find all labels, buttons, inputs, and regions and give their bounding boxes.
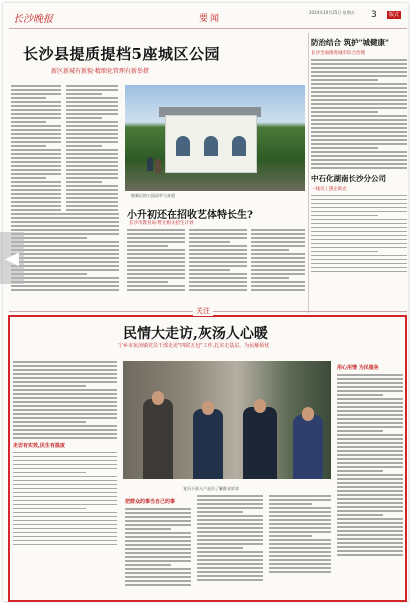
visit-photo-caption: 党员干部入户走访了解群众诉求 bbox=[183, 486, 239, 491]
masthead bbox=[9, 8, 407, 29]
right-headline-2: 中石化湖南长沙分公司 bbox=[311, 173, 386, 183]
editor-badge: 版式 bbox=[389, 12, 400, 18]
right-subhead-1: 长沙全面推进城市综合治理 bbox=[311, 51, 365, 56]
right-headline-1: 防治结合 筑护"城健康" bbox=[311, 38, 389, 47]
featured-column bbox=[197, 495, 263, 583]
featured-subhead: 宁乡市灰汤镇党员干部走访"四联五包"工作,扎实走基层、为民解烦忧 bbox=[118, 343, 270, 349]
article-column bbox=[251, 229, 305, 293]
issue-date: 2024年10月25日 星期五 bbox=[309, 10, 355, 15]
featured-lead bbox=[13, 361, 117, 548]
newspaper-page bbox=[3, 3, 408, 601]
newspaper-logo: 长沙晚报 bbox=[13, 14, 53, 25]
mid-headline: 小升初还在招收艺体特长生? bbox=[127, 210, 253, 221]
featured-column bbox=[337, 361, 403, 558]
featured-column bbox=[125, 495, 191, 588]
featured-col-head-1: 走访有实效,民生有温度 bbox=[13, 442, 65, 449]
visit-photo bbox=[123, 361, 331, 479]
right-column bbox=[311, 33, 407, 275]
article-column bbox=[66, 85, 118, 213]
featured-col-head-2: 把群众的事当自己的事 bbox=[125, 499, 176, 505]
featured-headline: 民情大走访,灰汤人心暖 bbox=[123, 326, 268, 342]
mid-subhead: 长沙市教育局:暂无相关招生计划 bbox=[129, 221, 194, 226]
article-column bbox=[11, 85, 61, 213]
top-subhead: 新区新城有新貌·精细化管理有新举措 bbox=[51, 68, 149, 75]
park-photo bbox=[125, 85, 305, 191]
article-column bbox=[189, 229, 247, 293]
featured-column bbox=[269, 495, 331, 575]
featured-col-head-3: 用心用情 为民服务 bbox=[337, 365, 379, 371]
previous-page-button[interactable] bbox=[0, 232, 24, 284]
article-column-lower bbox=[11, 213, 119, 293]
lower-section-label: 关注 bbox=[193, 306, 213, 316]
top-headline: 长沙县提质提档5座城区公园 bbox=[23, 45, 220, 63]
chevron-left-icon: ◀ bbox=[5, 247, 19, 269]
photo-caption: 焕新后的公园凉亭与步道 bbox=[131, 193, 175, 198]
page-number: 3 bbox=[371, 10, 377, 20]
right-subhead-2: 一线员工援企助企 bbox=[311, 186, 347, 192]
section-title: 要闻 bbox=[199, 14, 222, 24]
article-column bbox=[127, 229, 185, 293]
